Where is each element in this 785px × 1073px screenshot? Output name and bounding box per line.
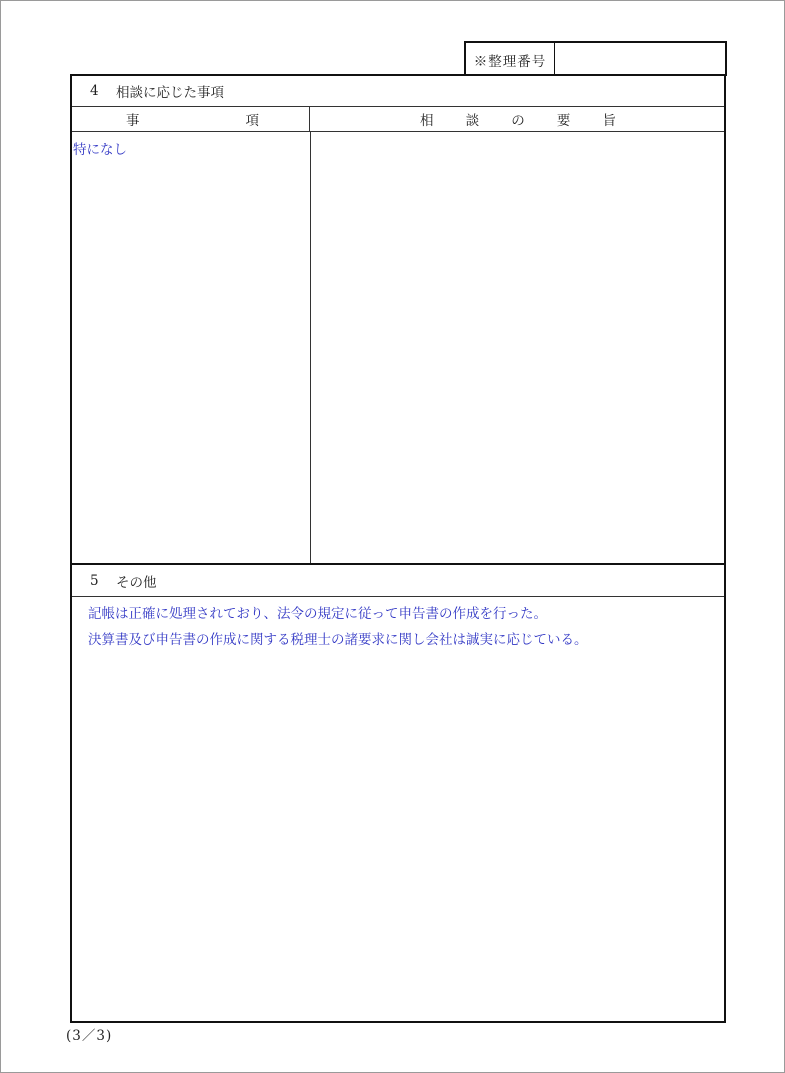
- section-5-body[interactable]: [88, 601, 714, 653]
- summary-column-header: [310, 107, 724, 131]
- section-5-line: 決算書及び申告書の作成に関する税理士の諸要求に関し会社は誠実に応じている。: [88, 632, 588, 648]
- section-5-title: その他: [116, 574, 157, 591]
- summary-header-char: 相: [420, 113, 434, 129]
- consultation-form: [70, 74, 726, 1023]
- matter-text: 特になし: [73, 142, 127, 158]
- matter-column-header: [72, 107, 310, 131]
- reference-number-field[interactable]: [555, 43, 725, 76]
- section-5-number: 5: [90, 572, 99, 589]
- section-4-number: 4: [90, 83, 99, 99]
- section-4-header: [72, 76, 724, 107]
- summary-header-char: 旨: [602, 113, 616, 129]
- matter-cell[interactable]: [72, 132, 311, 563]
- section-4-body: [72, 132, 724, 563]
- summary-cell[interactable]: [311, 132, 724, 563]
- summary-header-char: 談: [465, 113, 480, 129]
- summary-header-char: 要: [556, 113, 571, 129]
- page-number: (3／3): [66, 1028, 113, 1044]
- section-5-header: [72, 563, 724, 597]
- reference-number-box: [464, 41, 727, 76]
- section-4-title: 相談に応じた事項: [116, 85, 224, 101]
- section-4-column-headers: [72, 107, 724, 132]
- reference-number-label: ※整理番号: [466, 43, 555, 76]
- section-5-line: 記帳は正確に処理されており、法令の規定に従って申告書の作成を行った。: [88, 606, 547, 622]
- matter-header-char: 項: [245, 113, 259, 129]
- matter-header-char: 事: [126, 113, 140, 129]
- summary-header-char: の: [511, 113, 525, 129]
